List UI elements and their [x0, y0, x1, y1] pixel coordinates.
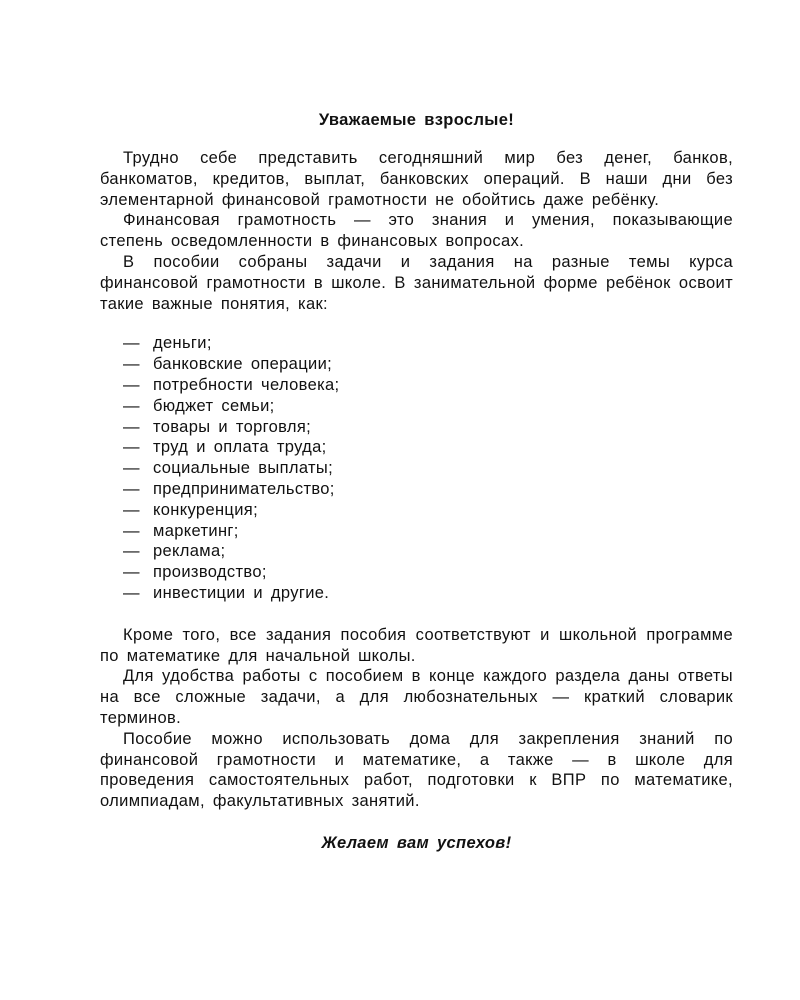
list-dash: —: [123, 563, 140, 582]
intro-section: [100, 148, 733, 314]
outro-paragraph: Кроме того, все задания пособия соответствуют и школьной программе по математике для начальной школы.: [100, 625, 733, 665]
list-dash: —: [123, 479, 140, 498]
list-item: [123, 375, 733, 396]
list-dash: —: [123, 542, 140, 561]
list-item: [123, 583, 733, 604]
list-item-text: социальные выплаты;: [153, 459, 334, 478]
list-dash: —: [123, 355, 140, 374]
list-dash: —: [123, 583, 140, 602]
list-item-text: конкуренция;: [153, 500, 259, 519]
page-title: Уважаемые взрослые!: [318, 111, 515, 129]
document-page: [100, 100, 733, 854]
list-dash: —: [123, 438, 140, 457]
list-item: [123, 437, 733, 458]
list-item-text: инвестиции и другие.: [153, 583, 330, 602]
outro-section: [100, 625, 733, 812]
intro-paragraph: Финансовая грамотность — это знания и умения, показывающие степень осведомленности в финансовых вопросах.: [100, 211, 733, 251]
closing-wish: Желаем вам успехов!: [321, 833, 512, 852]
list-item: [123, 417, 733, 438]
list-item: [123, 458, 733, 479]
list-item: [123, 541, 733, 562]
list-item-text: предпринимательство;: [153, 479, 335, 498]
list-dash: —: [123, 375, 140, 394]
list-item: [123, 333, 733, 354]
list-dash: —: [123, 396, 140, 415]
intro-paragraph: Трудно себе представить сегодняшний мир без денег, банков, банкоматов, кредитов, выплат, банковских операций. В наши дни без элементарной финансовой грамотности не обойтись даже ребёнку.: [100, 149, 733, 209]
list-item-text: деньги;: [153, 334, 212, 353]
list-item-text: банковские операции;: [153, 355, 333, 374]
list-item-text: потребности человека;: [153, 375, 340, 394]
list-item-text: труд и оплата труда;: [153, 438, 327, 457]
concepts-list: [100, 333, 733, 603]
intro-paragraph: В пособии собраны задачи и задания на разные темы курса финансовой грамотности в школе. В занимательной форме ребёнок освоит такие важные понятия, как:: [100, 252, 733, 313]
list-item-text: производство;: [153, 563, 267, 582]
list-item: [123, 562, 733, 583]
list-item-text: бюджет семьи;: [153, 396, 275, 415]
list-item: [123, 500, 733, 521]
list-item: [123, 479, 733, 500]
list-dash: —: [123, 521, 140, 540]
list-item: [123, 521, 733, 542]
list-item: [123, 354, 733, 375]
outro-paragraph: Пособие можно использовать дома для закрепления знаний по финансовой грамотности и математике, а также — в школе для проведения самостоятельных работ, подготовки к ВПР по математике, олимпиадам, факультативных занятий.: [100, 729, 733, 811]
outro-paragraph: Для удобства работы с пособием в конце каждого раздела даны ответы на все сложные задачи, а для любознательных — краткий словарик терминов.: [100, 667, 733, 727]
list-item-text: маркетинг;: [153, 521, 239, 540]
list-dash: —: [123, 459, 140, 478]
list-item-text: реклама;: [153, 542, 226, 561]
list-item-text: товары и торговля;: [153, 417, 312, 436]
list-dash: —: [123, 417, 140, 436]
list-item: [123, 396, 733, 417]
list-dash: —: [123, 500, 140, 519]
list-dash: —: [123, 334, 140, 353]
